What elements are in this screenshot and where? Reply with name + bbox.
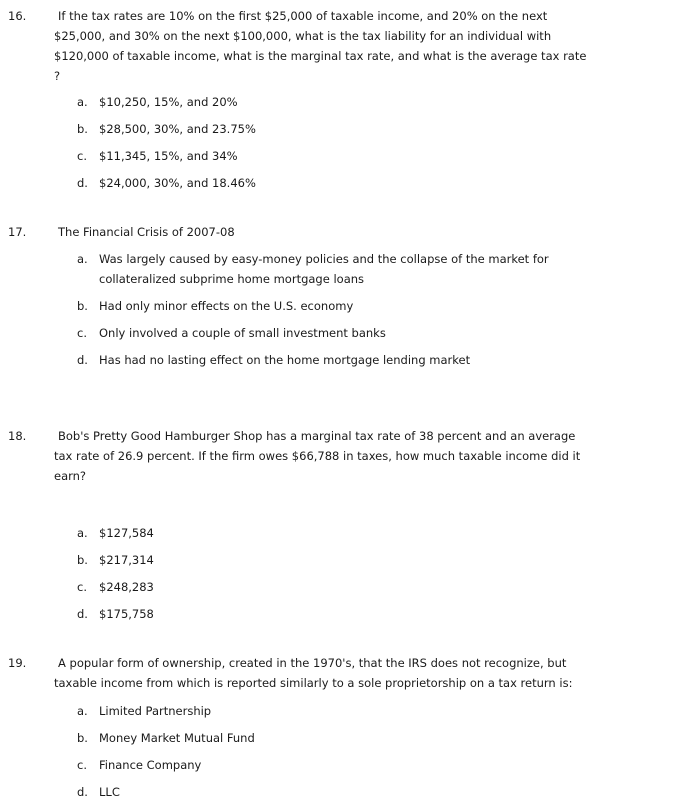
option-letter: b.	[77, 731, 88, 745]
answer-option-d[interactable]	[77, 350, 597, 370]
answer-option-b[interactable]	[77, 728, 597, 748]
option-letter: c.	[77, 580, 87, 594]
option-text: Only involved a couple of small investment banks	[99, 326, 386, 340]
answer-option-c[interactable]	[77, 755, 597, 775]
option-text: Finance Company	[99, 758, 202, 772]
answer-options	[77, 249, 597, 370]
question-number: 17.	[8, 225, 27, 239]
option-text: Was largely caused by easy-money policies and the collapse of the market for collateralized subprime home mortgage loans	[99, 252, 549, 286]
option-text: $248,283	[99, 580, 154, 594]
option-text: $11,345, 15%, and 34%	[99, 149, 238, 163]
option-letter: d.	[77, 176, 88, 190]
answer-option-c[interactable]	[77, 577, 597, 597]
answer-option-b[interactable]	[77, 119, 597, 139]
option-letter: a.	[77, 252, 88, 266]
option-text: $28,500, 30%, and 23.75%	[99, 122, 256, 136]
question-text: The Financial Crisis of 2007-08	[58, 225, 235, 239]
question-number: 16.	[8, 9, 27, 23]
answer-option-d[interactable]	[77, 173, 597, 193]
option-letter: c.	[77, 149, 87, 163]
option-letter: b.	[77, 553, 88, 567]
option-letter: c.	[77, 326, 87, 340]
option-letter: a.	[77, 526, 88, 540]
option-letter: a.	[77, 95, 88, 109]
answer-option-a[interactable]	[77, 92, 597, 112]
question-text: A popular form of ownership, created in the 1970's, that the IRS does not recognize, but taxable income from which is reported similarly to a sole proprietorship on a tax return is:	[54, 656, 573, 690]
option-letter: a.	[77, 704, 88, 718]
option-text: Has had no lasting effect on the home mortgage lending market	[99, 353, 471, 367]
option-letter: c.	[77, 758, 87, 772]
option-letter: d.	[77, 785, 88, 799]
answer-option-b[interactable]	[77, 550, 597, 570]
answer-option-c[interactable]	[77, 323, 597, 343]
option-letter: d.	[77, 607, 88, 621]
question-number: 18.	[8, 429, 27, 443]
answer-option-a[interactable]	[77, 523, 597, 543]
answer-option-a[interactable]	[77, 249, 597, 289]
option-letter: b.	[77, 299, 88, 313]
option-text: $217,314	[99, 553, 154, 567]
option-text: LLC	[99, 785, 120, 799]
option-letter: b.	[77, 122, 88, 136]
answer-options	[77, 523, 597, 624]
option-text: $175,758	[99, 607, 154, 621]
answer-option-d[interactable]	[77, 782, 597, 802]
question-number: 19.	[8, 656, 27, 670]
option-text: Had only minor effects on the U.S. economy	[99, 299, 354, 313]
option-text: $24,000, 30%, and 18.46%	[99, 176, 256, 190]
option-text: Limited Partnership	[99, 704, 212, 718]
answer-option-c[interactable]	[77, 146, 597, 166]
option-letter: d.	[77, 353, 88, 367]
answer-option-a[interactable]	[77, 701, 597, 721]
option-text: Money Market Mutual Fund	[99, 731, 255, 745]
answer-options	[77, 92, 597, 193]
question-text: If the tax rates are 10% on the first $25,000 of taxable income, and 20% on the next $25,000, and 30% on the next $100,000, what is the tax liability for an individual with $120,000 of taxable income, what is the marginal tax rate, and what is the average tax rate ?	[54, 9, 587, 83]
question-text: Bob's Pretty Good Hamburger Shop has a marginal tax rate of 38 percent and an average tax rate of 26.9 percent. If the firm owes $66,788 in taxes, how much taxable income did it earn?	[54, 429, 581, 483]
answer-option-b[interactable]	[77, 296, 597, 316]
answer-option-d[interactable]	[77, 604, 597, 624]
option-text: $127,584	[99, 526, 154, 540]
option-text: $10,250, 15%, and 20%	[99, 95, 238, 109]
answer-options	[77, 701, 597, 802]
